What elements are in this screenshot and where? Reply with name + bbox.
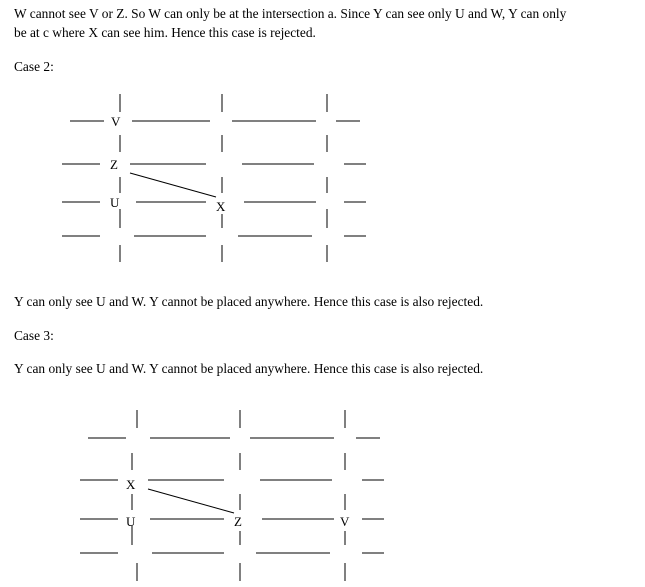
case3-heading: Case 3: xyxy=(14,328,54,343)
label-z: Z xyxy=(234,514,242,529)
case2-heading: Case 2: xyxy=(14,59,54,74)
label-v: V xyxy=(340,514,350,529)
case2-grid-diagram xyxy=(0,85,420,270)
label-z: Z xyxy=(110,157,118,172)
case2-conclusion: Y can only see U and W. Y cannot be placed anywhere. Hence this case is also rejected. xyxy=(14,294,484,309)
label-x: X xyxy=(126,477,136,492)
label-v: V xyxy=(111,114,121,129)
case3-grid-diagram xyxy=(0,398,420,587)
sight-line-z-x xyxy=(130,173,216,197)
paragraph-line-1: W cannot see V or Z. So W can only be at the intersection a. Since Y can see only U and W, Y can only xyxy=(14,6,567,21)
sight-line-x-z xyxy=(148,489,234,513)
case3-conclusion: Y can only see U and W. Y cannot be placed anywhere. Hence this case is also rejected. xyxy=(14,361,484,376)
label-x: X xyxy=(216,199,226,214)
label-u: U xyxy=(126,514,136,529)
label-u: U xyxy=(110,195,120,210)
paragraph-line-2: be at c where X can see him. Hence this case is rejected. xyxy=(14,25,316,40)
